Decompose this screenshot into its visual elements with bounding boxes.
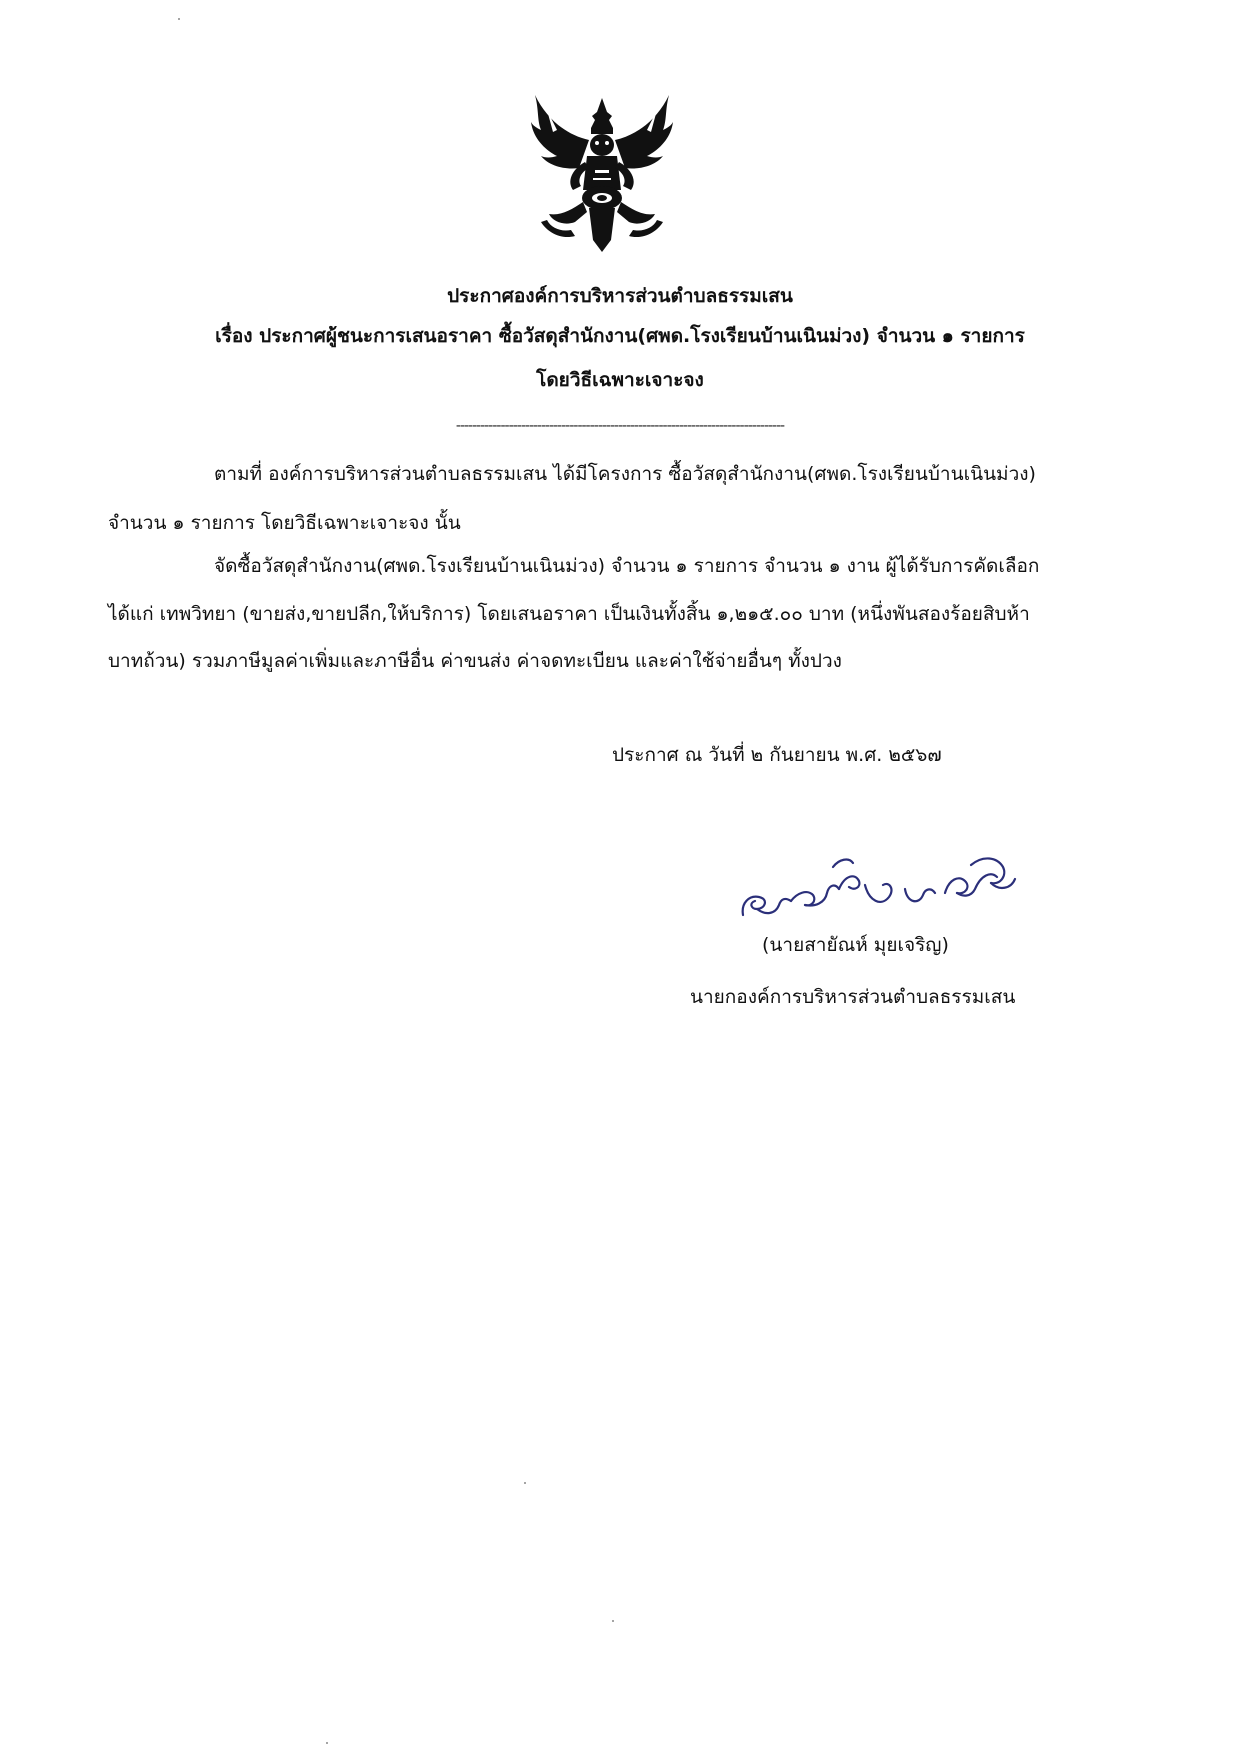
signer-name: (นายสายัณห์ มุยเจริญ) [762, 934, 949, 956]
divider-line: --------------------------------------------------------------------------------- [455, 418, 785, 434]
announcement-subject: เรื่อง ประกาศผู้ชนะการเสนอราคา ซื้อวัสดุสำนักงาน(ศพด.โรงเรียนบ้านเนินม่วง) จำนวน ๑ รายการ [215, 325, 1025, 347]
procurement-method: โดยวิธีเฉพาะเจาะจง [536, 369, 704, 391]
handwritten-signature [735, 845, 1025, 925]
paragraph-2-line-2: ได้แก่ เทพวิทยา (ขายส่ง,ขายปลีก,ให้บริการ) โดยเสนอราคา เป็นเงินทั้งสิ้น ๑,๒๑๕.๐๐ บาท (หนึ่งพันสองร้อยสิบห้า [108, 603, 1030, 625]
signer-title: นายกองค์การบริหารส่วนตำบลธรรมเสน [690, 986, 1016, 1008]
announcement-date: ประกาศ ณ วันที่ ๒ กันยายน พ.ศ. ๒๕๖๗ [612, 744, 942, 766]
scan-speck [524, 1482, 526, 1484]
scan-speck [612, 1620, 614, 1622]
announcement-title: ประกาศองค์การบริหารส่วนตำบลธรรมเสน [447, 285, 793, 307]
paragraph-1-line-2: จำนวน ๑ รายการ โดยวิธีเฉพาะเจาะจง นั้น [108, 512, 461, 534]
scan-speck [178, 18, 180, 20]
paragraph-2-line-3: บาทถ้วน) รวมภาษีมูลค่าเพิ่มและภาษีอื่น ค่าขนส่ง ค่าจดทะเบียน และค่าใช้จ่ายอื่นๆ ทั้งปวง [108, 650, 842, 672]
garuda-emblem-icon [527, 90, 677, 260]
paragraph-2-line-1: จัดซื้อวัสดุสำนักงาน(ศพด.โรงเรียนบ้านเนินม่วง) จำนวน ๑ รายการ จำนวน ๑ งาน ผู้ได้รับการคัดเลือก [214, 555, 1040, 577]
scan-speck [326, 1742, 328, 1744]
paragraph-1-line-1: ตามที่ องค์การบริหารส่วนตำบลธรรมเสน ได้มีโครงการ ซื้อวัสดุสำนักงาน(ศพด.โรงเรียนบ้านเนินม่วง) [214, 463, 1036, 485]
